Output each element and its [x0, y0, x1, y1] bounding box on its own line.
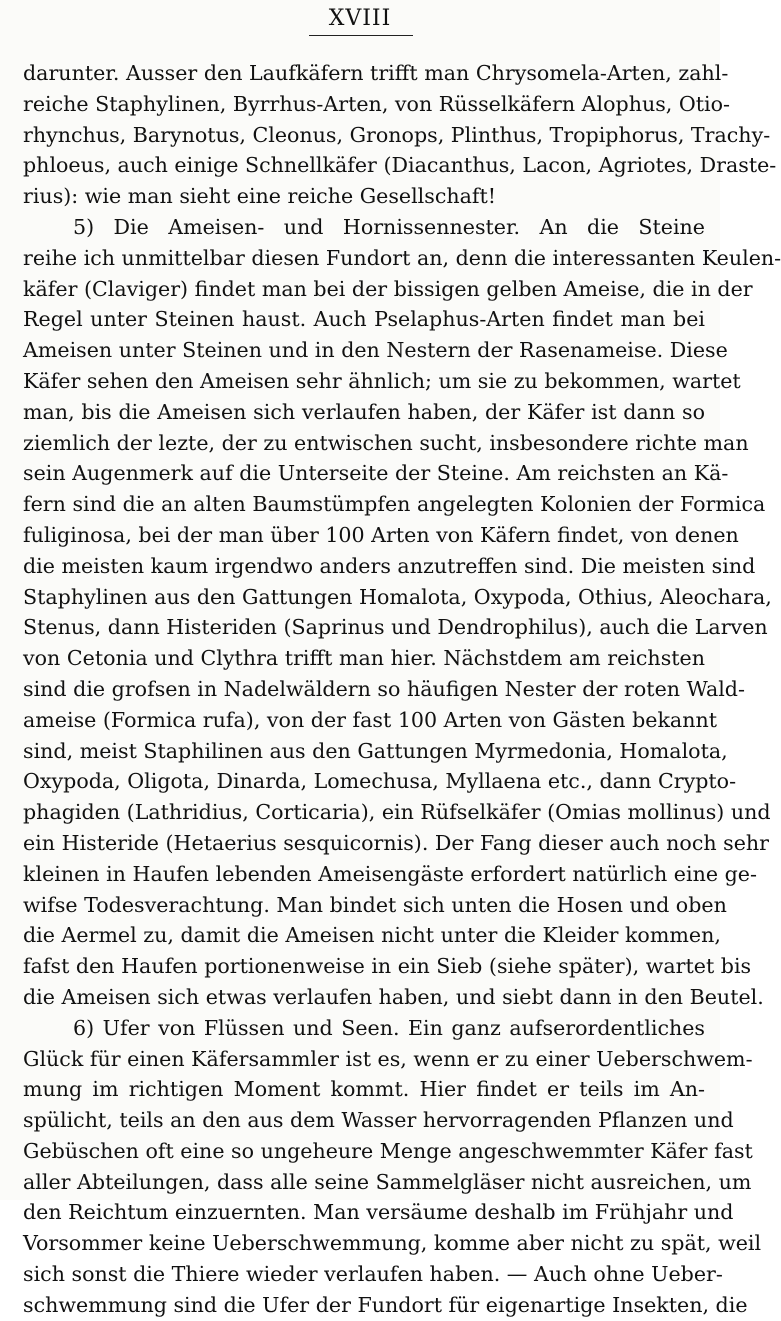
- text-line: darunter. Ausser den Laufkäfern trifft man Chrysomela-Arten, zahl-: [23, 61, 729, 85]
- text-line: Oxypoda, Oligota, Dinarda, Lomechusa, Myllaena etc., dann Crypto-: [23, 769, 737, 794]
- page-number: XVIII: [328, 6, 392, 31]
- text-line: man, bis die Ameisen sich verlaufen haben, der Käfer ist dann so: [23, 399, 705, 424]
- text-line: phloeus, auch einige Schnellkäfer (Diacanthus, Lacon, Agriotes, Draste-: [23, 153, 777, 178]
- text-line: schwemmung sind die Ufer der Fundort für eigenartige Insekten, die: [23, 1292, 748, 1317]
- text-line: ein Histeride (Hetaerius sesquicornis). Der Fang dieser auch noch sehr: [23, 830, 770, 855]
- text-line: Staphylinen aus den Gattungen Homalota, Oxypoda, Othius, Aleochara,: [23, 584, 772, 609]
- body-text: [23, 58, 781, 1321]
- text-line: Käfer sehen den Ameisen sehr ähnlich; um sie zu bekommen, wartet: [23, 368, 741, 393]
- section-heading-ameisen: 5) Die Ameisen- und Hornissennester. An die Steine: [73, 214, 705, 239]
- text-line: die meisten kaum irgendwo anders anzutreffen sind. Die meisten sind: [23, 553, 756, 578]
- text-line: den Reichtum einzuernten. Man versäume deshalb im Frühjahr und: [23, 1200, 734, 1225]
- text-line: ameise (Formica rufa), von der fast 100 Arten von Gästen bekannt: [23, 707, 718, 732]
- text-line: Glück für einen Käfersammler ist es, wenn er zu einer Ueberschwem-: [23, 1046, 753, 1071]
- text-line: sein Augenmerk auf die Unterseite der Steine. Am reichsten an Kä-: [23, 461, 729, 486]
- text-line: fafst den Haufen portionenweise in ein Sieb (siehe später), wartet bis: [23, 954, 752, 979]
- text-line: Regel unter Steinen haust. Auch Pselaphus-Arten findet man bei: [23, 307, 705, 332]
- text-line: mung im richtigen Moment kommt. Hier findet er teils im An-: [23, 1077, 705, 1102]
- text-line: die Ameisen sich etwas verlaufen haben, und siebt dann in den Beutel.: [23, 984, 764, 1009]
- text-line: phagiden (Lathridius, Corticaria), ein Rüfselkäfer (Omias mollinus) und: [23, 800, 771, 825]
- text-line: fern sind die an alten Baumstümpfen angelegten Kolonien der Formica: [23, 492, 766, 517]
- text-line: wifse Todesverachtung. Man bindet sich unten die Hosen und oben: [23, 892, 727, 917]
- text-line: sich sonst die Thiere wieder verlaufen haben. — Auch ohne Ueber-: [23, 1262, 723, 1287]
- text-line: aller Abteilungen, dass alle seine Sammelgläser nicht ausreichen, um: [23, 1169, 752, 1194]
- text-line: die Aermel zu, damit die Ameisen nicht unter die Kleider kommen,: [23, 923, 721, 948]
- text-line: Ameisen unter Steinen und in den Nestern der Rasenameise. Diese: [23, 338, 728, 363]
- text-line: rius): wie man sieht eine reiche Gesellschaft!: [23, 184, 497, 209]
- text-line: ziemlich der lezte, der zu entwischen sucht, insbesondere richte man: [23, 430, 749, 455]
- text-line: Vorsommer keine Ueberschwemmung, komme aber nicht zu spät, weil: [23, 1231, 762, 1256]
- text-line: käfer (Claviger) findet man bei der bissigen gelben Ameise, die in der: [23, 276, 753, 301]
- text-line: Stenus, dann Histeriden (Saprinus und Dendrophilus), auch die Larven: [23, 615, 768, 640]
- text-line: sind die grofsen in Nadelwäldern so häufigen Nester der roten Wald-: [23, 676, 745, 701]
- text-line: sind, meist Staphilinen aus den Gattungen Myrmedonia, Homalota,: [23, 738, 728, 763]
- text-line: reiche Staphylinen, Byrrhus-Arten, von Rüsselkäfern Alophus, Otio-: [23, 91, 730, 116]
- text-line: fuliginosa, bei der man über 100 Arten von Käfern findet, von denen: [23, 522, 739, 547]
- text-line: reihe ich unmittelbar diesen Fundort an, denn die interessanten Keulen-: [23, 245, 781, 270]
- text-line: von Cetonia und Clythra trifft man hier. Nächstdem am reichsten: [23, 646, 705, 671]
- header-rule: [309, 35, 413, 36]
- text-line: spülicht, teils an den aus dem Wasser hervorragenden Pflanzen und: [23, 1108, 734, 1133]
- section-heading-ufer: 6) Ufer von Flüssen und Seen. Ein ganz aufserordentliches: [73, 1015, 705, 1040]
- text-line: Gebüschen oft eine so ungeheure Menge angeschwemmter Käfer fast: [23, 1138, 753, 1163]
- text-line: kleinen in Haufen lebenden Ameisengäste erfordert natürlich eine ge-: [23, 861, 757, 886]
- text-line: rhynchus, Barynotus, Cleonus, Gronops, Plinthus, Tropiphorus, Trachy-: [23, 122, 771, 147]
